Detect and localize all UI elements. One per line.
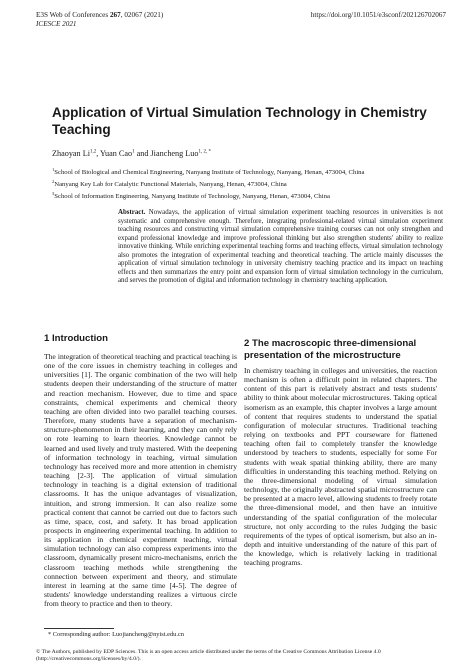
license-footer: © The Authors, published by EDP Sciences. This is an open access article distributed under the terms of the Creative Commons Attribution License 4.0 (http://creativecommons.org/licenses/by/4.0/). — [36, 649, 381, 663]
affiliations — [52, 166, 452, 201]
conference-name: ICESCE 2021 — [36, 20, 77, 28]
author-separator: , — [96, 149, 101, 158]
author-line — [52, 149, 211, 158]
affiliation-item — [52, 178, 452, 190]
microstructure-body: In chemistry teaching in colleges and universities, the reaction mechanism is often a difficult point in related chapters. The content of this part is relatively abstract and tests students' ability to think about molecular microstructures. Taking optical isomerism as an example, this chapter involves a large amount of content that requires students to understand the spatial configuration of molecular structures. Traditional teaching relying on textbooks and PPT courseware for flattened teaching often fail to completely transfer the knowledge understood by teachers to students, especially for some For students with weak spatial thinking ability, there are many difficulties in understanding this teaching method. Relying on the three-dimensional modeling of virtual simulation technology, the originally abstracted spatial microstructure can be presented at a macro level, allowing students to freely rotate the three-dimensional model, and then have an intuitive understanding of the spatial configuration of the molecular structure, not only according to the rules Judging the basic requirements of the types of optical isomerism, but also an in-depth and intuitive understanding of the nature of this part of the knowledge, which is relatively lacking in traditional teaching programs. — [244, 366, 437, 568]
author-affil-marker: 1, 2, * — [198, 149, 211, 155]
running-header-journal — [36, 11, 163, 29]
corresponding-author-footnote: * Corresponding author: Luojiancheng@nyist.edu.cn — [48, 631, 184, 638]
author-name: Yuan Cao — [100, 149, 133, 158]
affiliation-item — [52, 190, 452, 202]
doi-link[interactable]: https://doi.org/10.1051/e3sconf/202126702067 — [310, 11, 446, 19]
affiliation-marker: 3 — [52, 190, 55, 196]
section-heading-microstructure: 2 The macroscopic three-dimensional presentation of the microstructure — [244, 338, 417, 361]
author-separator: and — [134, 149, 151, 158]
introduction-body: The integration of theoretical teaching and practical teaching is one of the core issues in chemistry teaching in colleges and universities [1]. The organic combination of the two will help students deepen their understanding of the structure of matter and reaction mechanism. However, due to time and space constraints, chemical experiments and chemical theory teaching are often divided into two parallel teaching courses. Therefore, many students have a separation of mechanism-structure-phenomenon in their learning, and they can only rely on rote learning to learn theories. Knowledge cannot be learned and used lively and truly mastered. With the deepening of information technology in teaching, virtual simulation technology has received more and more attention in chemistry teaching [2-3]. The application of virtual simulation technology in teaching is a digital extension of traditional classrooms. It has the unique advantages of visualization, intuition, and strong immersion. It can also realize some practical content that cannot be carried out due to factors such as time, space, cost, and safety. It has broad application prospects in engineering experimental teaching. In addition to its application in chemical experiment teaching, virtual simulation technology can also compress experiments into the classroom, dynamically present micro-mechanisms, enrich the classroom teaching methods while strengthening the connection between experiment and theory, and stimulate interest in learning at the same time [4-5]. The degree of students' knowledge understanding realizes a virtuous circle from theory to practice and then to theory. — [44, 352, 237, 609]
journal-volume: 267 — [109, 11, 121, 19]
affiliation-text: Nanyang Key Lab for Catalytic Functional Materials, Nanyang, Henan, 473004, China — [54, 181, 287, 189]
author-name: Jiancheng Luo — [150, 149, 199, 158]
affiliation-item — [52, 166, 452, 178]
author-name: Zhaoyan Li — [52, 149, 90, 158]
abstract-text: Nowadays, the application of virtual simulation experiment teaching resources in universities is not systematic and comprehensive enough. Therefore, integrating professional-related virtual simulation experiment teaching resources and constructing virtual simulation comprehensive training courses can not only strengthen and expand professional knowledge and improve professional thinking but also strengthen students' ability to realize innovative thinking. While enriching experimental teaching forms and teaching effects, virtual simulation technology also promotes the integration of experimental teaching and theoretical teaching. The article mainly discusses the application of virtual simulation technology in university chemistry teaching practice and its impact on teaching effects and then summarizes the entry point and expansion form of virtual simulation technology in the curriculum, and serves the promotion of digital and information technology in chemistry teaching application. — [118, 209, 443, 285]
journal-prefix: E3S Web of Conferences — [36, 11, 110, 19]
abstract-label: Abstract. — [118, 209, 146, 216]
affiliation-text: School of Information Engineering, Nanyang Institute of Technology, Nanyang, Henan, 473004, China — [54, 192, 330, 200]
paper-title: Application of Virtual Simulation Technology in Chemistry Teaching — [52, 105, 427, 137]
affiliation-marker: 2 — [52, 178, 55, 184]
footnote-divider — [44, 628, 114, 629]
abstract — [118, 209, 443, 286]
affiliation-text: School of Biological and Chemical Engineering, Nanyang Institute of Technology, Nanyang, Henan, 473004, China — [54, 169, 365, 177]
article-info: , 02067 (2021) — [120, 11, 164, 19]
author-affil-marker: 1 — [132, 149, 135, 155]
section-heading-introduction: 1 Introduction — [44, 333, 108, 344]
affiliation-marker: 1 — [52, 167, 55, 172]
author-affil-marker: 1,2 — [89, 149, 97, 155]
